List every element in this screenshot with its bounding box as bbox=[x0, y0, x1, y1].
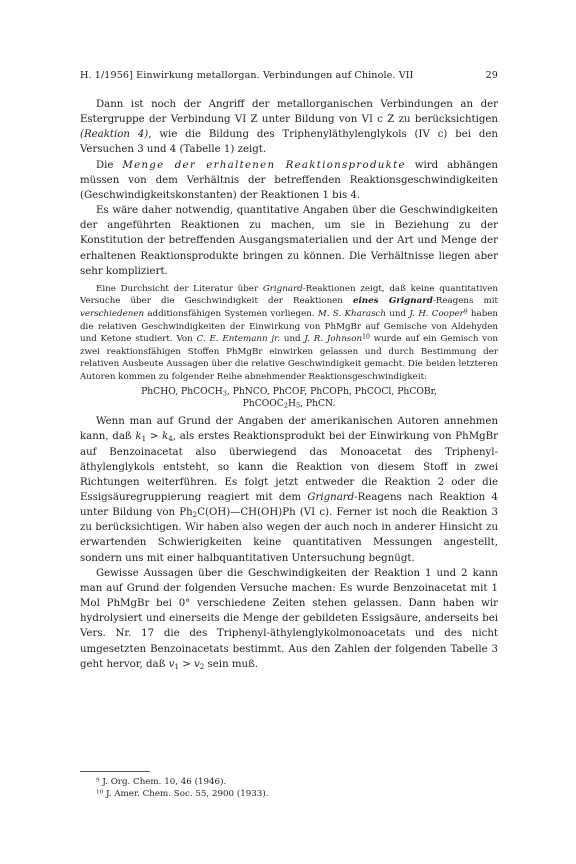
formula-sub: 5 bbox=[295, 402, 301, 411]
paragraph-2-start: Die bbox=[96, 159, 114, 171]
v1-sub: 1 bbox=[174, 661, 179, 671]
v2-symbol: v bbox=[194, 658, 200, 670]
p5-text-d: -Reagens nach Reaktion 4 unter Bildung von Ph bbox=[80, 492, 498, 519]
emphasis-phrase: Menge der erhaltenen Reaktionsprodukte bbox=[122, 159, 406, 171]
p6-text-b: sein muß. bbox=[204, 658, 259, 670]
v1-symbol: v bbox=[168, 658, 175, 670]
formula-sub: 3 bbox=[222, 389, 227, 398]
paragraph-2-text: wird abhängen müssen von dem Verhältnis der betreffenden Reaktionsgeschwindigkeiten (Geschwindigkeitskonstanten) der Reaktionen 1 bis 4. bbox=[80, 159, 498, 201]
k1-symbol: k bbox=[135, 431, 142, 443]
p5-text-e: C(OH)—CH(OH)Ph (VI c). Ferner ist noch die Reaktion 3 zu berücksichtigen. Wir haben also wegen der auch noch in anderer Hinsicht zu erwartenden Schwierigkeiten keine quantitativen Messungen angestellt, sondern uns mit einer halbquantitativen Untersuchung begnügt. bbox=[80, 507, 498, 564]
formula-part: PhCOOC bbox=[242, 398, 284, 410]
author-johnson: J. R. Johnson bbox=[304, 334, 363, 345]
p4-text-c: -Reaktionen zeigt, daß keine quantitativen Versuche über die Geschwindigkeit der Reaktionen bbox=[80, 283, 499, 307]
running-title: H. 1/1956] Einwirkung metallorgan. Verbindungen auf Chinole. VII bbox=[80, 70, 414, 81]
p5-text-a: Wenn man auf Grund der Angaben der amerikanischen Autoren annehmen kann, daß bbox=[80, 416, 498, 443]
running-header bbox=[80, 70, 498, 86]
p4-emphasis-eines: eines Grignard bbox=[352, 296, 433, 307]
p6-text-a: Gewisse Aussagen über die Geschwindigkeiten der Reaktion 1 und 2 kann man auf Grund der folgenden Versuche machen: Es wurde Benzoinacetat mit 1 Mol PhMgBr bei 0° verschiedene Zeiten stehen gelassen. Dann haben wir hydrolysiert und einerseits die Menge der gebildeten Essigsäure, anderseits bei Vers. Nr. 17 die des Triphenyl-äthylenglykolmonoacetats und des nicht umgesetzten Benzoinacetats bestimmt. Aus den Zahlen der folgenden Tabelle 3 geht hervor, daß bbox=[80, 567, 498, 670]
paragraph-6 bbox=[80, 566, 498, 672]
footnote-mark: 9 bbox=[96, 777, 100, 784]
ph2-sub: 2 bbox=[192, 509, 198, 519]
footnotes bbox=[80, 771, 498, 800]
reactivity-series bbox=[80, 386, 498, 412]
paragraph-3: Es wäre daher notwendig, quantitative Angaben über die Geschwindigkeiten der angeführten Reaktionen zu machen, um sie in Beziehung zu der Konstitution der betreffenden Ausgangsmaterialien und der Art und Menge der erhaltenen Reaktionsprodukte bringen zu können. Die Verhältnisse liegen aber sehr kompliziert. bbox=[80, 205, 498, 277]
p4-text-g: additionsfähigen Systemen vorliegen. bbox=[147, 309, 315, 320]
author-entemann: C. E. Entemann jr. bbox=[196, 334, 281, 345]
p4-text-q: wurde auf ein Gemisch von zwei reaktionsfähigen Stoffen PhMgBr einwirken gelassen und durch Bestimmung der relativen Ausbeute Aussagen über die relative Geschwindigkeit gemacht. Die beiden letzteren Autoren kommen zu folgender Reihe abnehmender Reaktionsgeschwindigkeit: bbox=[80, 334, 499, 383]
grignard-name: Grignard bbox=[262, 283, 303, 294]
footnote-rule bbox=[80, 771, 150, 772]
author-kharasch: M. S. Kharasch bbox=[317, 309, 387, 320]
greater-than: > bbox=[146, 431, 163, 443]
formula-part: , PhNCO, PhCOF, PhCOPh, PhCOCl, PhCOBr, bbox=[226, 385, 437, 397]
footnote-ref-10[interactable]: 10 bbox=[362, 333, 370, 341]
formula-sub: 2 bbox=[283, 402, 288, 411]
main-text bbox=[80, 97, 498, 672]
formula-part: PhCHO, PhCOCH bbox=[141, 385, 223, 397]
footnote-9 bbox=[80, 776, 498, 788]
paragraph-1-text-end: , wie die Bildung des Triphenyläthylenglykols (IV c) bei den Versuchen 3 und 4 (Tabelle 1) zeigt. bbox=[80, 129, 498, 156]
footnote-text: J. Org. Chem. 10, 46 (1946). bbox=[102, 777, 227, 787]
footnote-ref-9[interactable]: 9 bbox=[463, 308, 468, 316]
formula-part: , PhCN. bbox=[300, 398, 336, 410]
k4-symbol: k bbox=[162, 431, 169, 443]
paragraph-1-text: Dann ist noch der Angriff der metallorganischen Verbindungen an der Estergruppe der Verbindung VI Z unter Bildung von VI c Z zu berücksichtigen bbox=[80, 99, 498, 126]
paragraph-4 bbox=[80, 283, 498, 384]
footnote-10 bbox=[80, 788, 498, 800]
footnote-text: J. Amer. Chem. Soc. 55, 2900 (1933). bbox=[105, 789, 269, 799]
k4-sub: 4 bbox=[168, 434, 173, 444]
page-number: 29 bbox=[485, 70, 498, 81]
p5-text-b: , als erstes Reaktionsprodukt bei der Einwirkung von PhMgBr auf Benzoinacetat also überwiegend das Monoacetat des Triphenyl-äthylenglykols entsteht, so kann die Reaktion von diesem Stoff in zwei Richtungen weiterführen. Es folgt jetzt entweder die Reaktion 2 oder die Essigsäuregruppierung reagiert mit dem bbox=[80, 431, 499, 503]
formula-part: H bbox=[287, 398, 296, 410]
footnote-mark: 10 bbox=[96, 789, 104, 796]
v2-sub: 2 bbox=[199, 661, 205, 671]
p4-text-a: Eine Durchsicht der Literatur über bbox=[96, 283, 259, 294]
p4-emphasis-verschiedenen: verschiedenen bbox=[80, 309, 145, 320]
paragraph-5 bbox=[80, 414, 498, 566]
greater-than: > bbox=[178, 658, 194, 670]
p4-und-2: und bbox=[283, 334, 301, 345]
p4-und-1: und bbox=[389, 309, 407, 320]
p4-text-e: -Reagens mit bbox=[432, 296, 498, 307]
grignard-name: Grignard bbox=[307, 492, 355, 503]
p4-text-l: haben die relativen Geschwindigkeiten der Einwirkung von PhMgBr auf Gemische von Aldehyden und Ketone studiert. Von bbox=[80, 309, 498, 345]
k1-sub: 1 bbox=[141, 434, 147, 444]
reaction-4-ref: (Reaktion 4) bbox=[80, 129, 149, 141]
paragraph-1 bbox=[80, 97, 498, 158]
author-cooper: J. H. Cooper bbox=[409, 309, 464, 320]
paragraph-2 bbox=[80, 158, 498, 203]
